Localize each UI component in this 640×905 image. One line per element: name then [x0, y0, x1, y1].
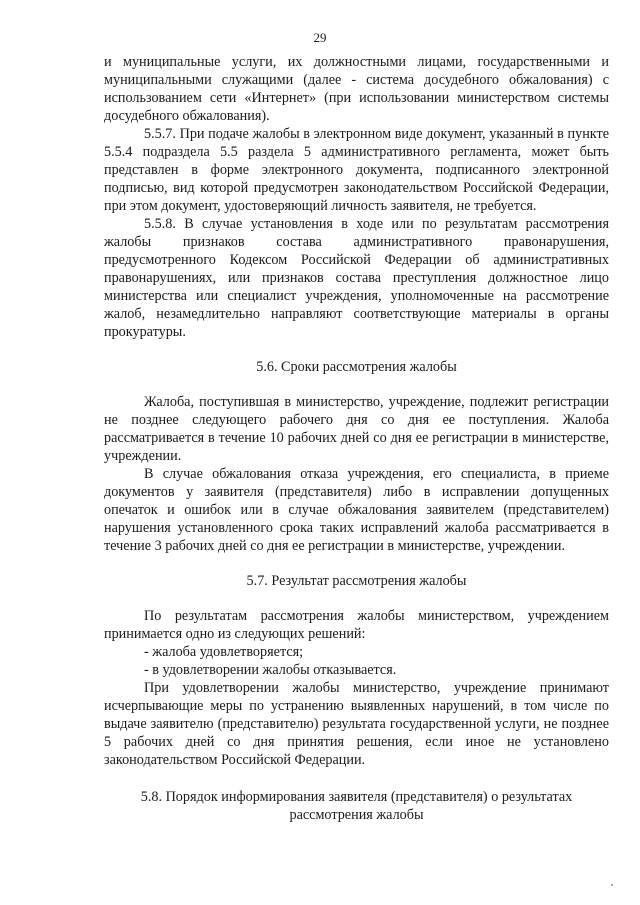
section-5-6-paragraph-2: В случае обжалования отказа учреждения, его специалиста, в приеме документов у заявителя (представителя) либо в исправлении допущенных опечаток и ошибок или в случае обжалования заявителем (представителем) нарушения установленного срока таких исправлений жалоба рассматривается в течение 3 рабочих дней со дня ее регистрации в министерстве, учреждении.	[104, 466, 609, 554]
section-5-7-paragraph-1: По результатам рассмотрения жалобы министерством, учреждением принимается одно из следующих решений:	[104, 608, 609, 642]
page-number: 29	[313, 30, 327, 45]
section-heading-5-7: 5.7. Результат рассмотрения жалобы	[246, 573, 467, 589]
paragraph-5-5-7: 5.5.7. При подаче жалобы в электронном виде документ, указанный в пункте 5.5.4 подраздела 5.5 раздела 5 административного регламента, может быть представлен в форме электронного документа, подписанного электронной подписью, вид которой предусмотрен законодательством Российской Федерации, при этом документ, удостоверяющий личность заявителя, не требуется.	[104, 126, 609, 214]
section-5-7-paragraph-2: При удовлетворении жалобы министерство, учреждение принимают исчерпывающие меры по устранению выявленных нарушений, в том числе по выдаче заявителю (представителю) результата государственной услуги, не позднее 5 рабочих дней со дня принятия решения, если иное не установлено законодательством Российской Федерации.	[104, 680, 609, 768]
list-item: - жалоба удовлетворяется;	[144, 644, 304, 660]
section-heading-5-8-line-2: рассмотрения жалобы	[289, 807, 424, 823]
section-5-6-paragraph-1: Жалоба, поступившая в министерство, учреждение, подлежит регистрации не позднее следующего рабочего дня со дня ее поступления. Жалоба рассматривается в течение 10 рабочих дней со дня ее регистрации в министерстве, учреждении.	[104, 394, 609, 464]
paragraph-5-5-8: 5.5.8. В случае установления в ходе или по результатам рассмотрения жалобы признаков состава административного правонарушения, предусмотренного Кодексом Российской Федерации об административных правонарушениях, или признаков состава преступления должностное лицо министерства или специалист учреждения, уполномоченные на рассмотрение жалоб, незамедлительно направляют соответствующие материалы в органы прокуратуры.	[104, 216, 609, 340]
section-heading-5-6: 5.6. Сроки рассмотрения жалобы	[256, 359, 457, 375]
section-heading-5-8-line-1: 5.8. Порядок информирования заявителя (представителя) о результатах	[140, 789, 573, 805]
intro-paragraph: и муниципальные услуги, их должностными лицами, государственными и муниципальными служащими (далее - система досудебного обжалования) с использованием сети «Интернет» (при использовании министерством системы досудебного обжалования).	[104, 54, 609, 124]
section-heading-5-8	[104, 788, 609, 824]
list-item: - в удовлетворении жалобы отказывается.	[144, 662, 397, 678]
page-content	[104, 53, 609, 824]
scan-speck	[611, 884, 613, 886]
